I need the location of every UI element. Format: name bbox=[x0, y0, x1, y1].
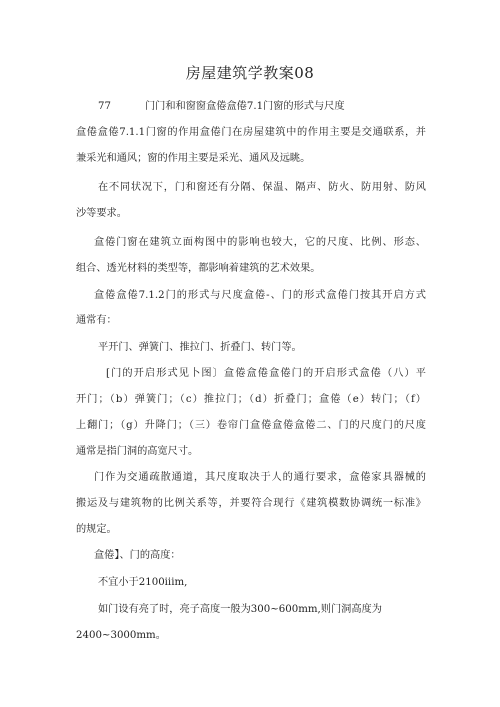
heading-text: 门门和和窗窗盒倦盒倦7.1门窗的形式与尺度 bbox=[144, 101, 345, 112]
heading-number: 77 bbox=[98, 101, 111, 112]
text-line-16: 的规定。 bbox=[76, 524, 117, 535]
text-line-5: 盒倦门窗在建筑立面构图中的影响也较大，它的尺度、比例、形态、 bbox=[94, 237, 426, 248]
text-line-12: 上翻门；（g）升降门；（三）卷帘门盒倦盒倦盒倦二、门的尺度门的尺度 bbox=[76, 420, 426, 431]
text-line-8: 通常有： bbox=[76, 315, 117, 326]
text-line-13: 通常是指门洞的高宽尺寸。 bbox=[76, 446, 199, 457]
text-line-11: 开门；（b）弹簧门；（c）推拉门；（d）折叠门；盒倦（e）转门；（f） bbox=[76, 394, 426, 405]
text-line-14: 门作为交通疏散通道，其尺度取决于人的通行要求，盒倦家具器械的 bbox=[94, 472, 426, 483]
text-line-19: 如门设有亮了时，亮子高度一般为300~600mm,则门洞高度为 bbox=[98, 604, 382, 615]
text-line-18: 不宜小于2100iiim, bbox=[98, 577, 188, 588]
text-line-7: 盒倦盒倦7.1.2门的形式与尺度盒倦-、门的形式盒倦门按其开启方式 bbox=[94, 290, 426, 301]
text-line-4: 沙等要求。 bbox=[76, 208, 127, 219]
text-line-15: 搬运及与建筑物的比例关系等，并要符合现行《建筑模数协调统一标准》 bbox=[76, 498, 426, 509]
section-heading bbox=[98, 100, 345, 114]
document-title: 房屋建筑学教案08 bbox=[185, 64, 315, 82]
text-line-3: 在不同状况下，门和窗还有分隔、保温、隔声、防火、防用射、防风 bbox=[98, 182, 426, 193]
text-line-2: 兼采光和通风；窗的作用主要是采光、通风及远眺。 bbox=[76, 153, 311, 164]
text-line-20: 2400~3000mm。 bbox=[76, 630, 166, 641]
text-line-10: [门的开启形式见卜图〕盒倦盒倦盒倦门的开启形式盒倦（八）平 bbox=[106, 368, 426, 379]
text-line-1: 盒倦盒倦7.1.1门窗的作用盒倦门在房屋建筑中的作用主要是交通联系，并 bbox=[76, 127, 426, 138]
text-line-17: 盒倦】、门的高度： bbox=[94, 550, 181, 561]
text-line-9: 平开门、弹簧门、推拉门、折叠门、转门等。 bbox=[98, 342, 302, 353]
text-line-6: 组合、透光材料的类型等，都影响着建筑的艺术效果。 bbox=[76, 263, 321, 274]
